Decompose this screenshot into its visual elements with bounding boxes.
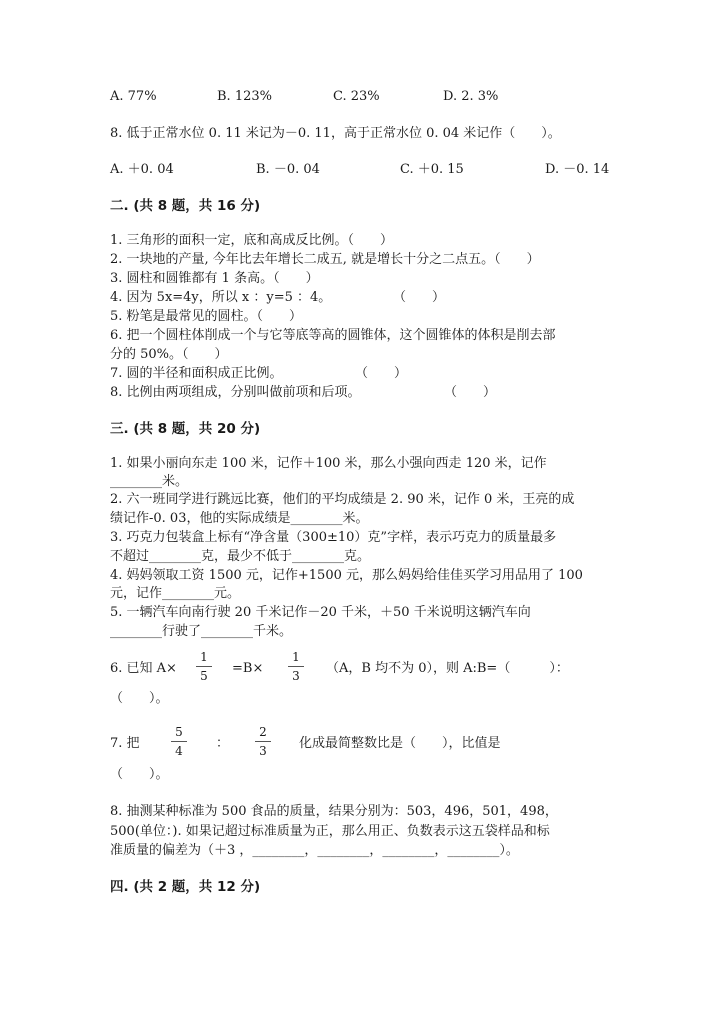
option-b: B. 123% <box>217 89 272 104</box>
q7-fraction-1 <box>168 725 190 758</box>
s3-q8-line: 准质量的偏差为（＋3 ，________，________，________，________）。 <box>110 843 519 858</box>
q6-blank: （ ）。 <box>110 691 169 706</box>
s2-answer-blank: （ ） <box>393 290 446 305</box>
s3-line: 5. 一辆汽车向南行驶 20 千米记作－20 千米，＋50 千米说明这辆汽车向 <box>110 605 531 620</box>
q6-suffix: （A，B 均不为 0），则 A:B=（ ）： <box>326 661 569 676</box>
s2-line: 8. 比例由两项组成，分别叫做前项和后项。 <box>110 385 361 400</box>
option-c: C. 23% <box>333 89 380 104</box>
option-a: A. 77% <box>110 89 157 104</box>
s2-line: 2. 一块地的产量, 今年比去年增长二成五, 就是增长十分之二点五。（ ） <box>110 252 540 267</box>
q7-fraction-2 <box>252 725 274 758</box>
q8-option-c: C. ＋0. 15 <box>400 162 464 177</box>
s3-q8-line: 8. 抽测某种标准为 500 食品的质量，结果分别为：503，496，501，498， <box>110 804 558 819</box>
section-4-title: 四. (共 2 题，共 12 分) <box>110 879 261 895</box>
s3-line: 4. 妈妈领取工资 1500 元，记作+1500 元，那么妈妈给佳佳买学习用品用了 100 <box>110 568 583 583</box>
s2-line: 7. 圆的半径和面积成正比例。 <box>110 366 283 381</box>
fraction-numerator: 5 <box>175 725 183 739</box>
s3-q8-line: 500(单位：). 如果记超过标准质量为正，那么用正、负数表示这五袋样品和标 <box>110 824 550 839</box>
s2-line: 分的 50%。（ ） <box>110 347 228 362</box>
q6-mid: =B× <box>232 661 264 676</box>
s3-line: 1. 如果小丽向东走 100 米，记作＋100 米，那么小强向西走 120 米，记作 <box>110 456 547 471</box>
fraction-denominator: 3 <box>292 669 300 683</box>
fraction-bar <box>196 666 212 667</box>
fraction-bar <box>255 741 271 742</box>
q7-blank: （ ）。 <box>110 767 169 782</box>
s2-line: 5. 粉笔是最常见的圆柱。（ ） <box>110 309 303 324</box>
s2-answer-blank: （ ） <box>355 366 408 381</box>
q7-suffix: 化成最简整数比是（ ），比值是 <box>299 736 501 751</box>
fraction-numerator: 2 <box>259 725 267 739</box>
fraction-denominator: 4 <box>175 744 183 758</box>
s3-line: 3. 巧克力包装盒上标有“净含量（300±10）克”字样，表示巧克力的质量最多 <box>110 530 557 545</box>
q8-option-a: A. ＋0. 04 <box>110 162 174 177</box>
q7-prefix: 7. 把 <box>110 736 140 751</box>
option-d: D. 2. 3% <box>443 89 499 104</box>
s2-line: 6. 把一个圆柱体削成一个与它等底等高的圆锥体，这个圆锥体的体积是削去部 <box>110 328 556 343</box>
s3-line: ________行驶了________千米。 <box>110 624 293 639</box>
q7-colon: ： <box>216 736 230 751</box>
s2-line: 3. 圆柱和圆锥都有 1 条高。（ ） <box>110 271 319 286</box>
fraction-bar <box>288 666 304 667</box>
s2-line: 1. 三角形的面积一定，底和高成反比例。（ ） <box>110 233 394 248</box>
s3-line: ________米。 <box>110 474 189 489</box>
question-8-text: 8. 低于正常水位 0. 11 米记为－0. 11，高于正常水位 0. 04 米记作（ ）。 <box>110 126 561 141</box>
fraction-denominator: 5 <box>200 669 208 683</box>
s3-line: 绩记作-0. 03，他的实际成绩是________米。 <box>110 511 369 526</box>
q8-option-d: D. －0. 14 <box>545 162 610 177</box>
s2-line: 4. 因为 5x=4y，所以 x ：y=5 ：4。 <box>110 290 332 305</box>
fraction-denominator: 3 <box>259 744 267 758</box>
q6-fraction-2 <box>285 650 307 683</box>
q8-option-b: B. －0. 04 <box>256 162 320 177</box>
s3-line: 元，记作________元。 <box>110 586 241 601</box>
section-2-title: 二. (共 8 题，共 16 分) <box>110 198 261 214</box>
s3-line: 不超过________克，最少不低于________克。 <box>110 549 371 564</box>
fraction-numerator: 1 <box>200 650 208 664</box>
section-3-title: 三. (共 8 题，共 20 分) <box>110 421 261 437</box>
s3-line: 2. 六一班同学进行跳远比赛，他们的平均成绩是 2. 90 米，记作 0 米，王亮的成 <box>110 492 575 507</box>
q6-fraction-1 <box>193 650 215 683</box>
fraction-bar <box>171 741 187 742</box>
s2-answer-blank: （ ） <box>444 385 497 400</box>
fraction-numerator: 1 <box>292 650 300 664</box>
q6-prefix: 6. 已知 A× <box>110 661 177 676</box>
